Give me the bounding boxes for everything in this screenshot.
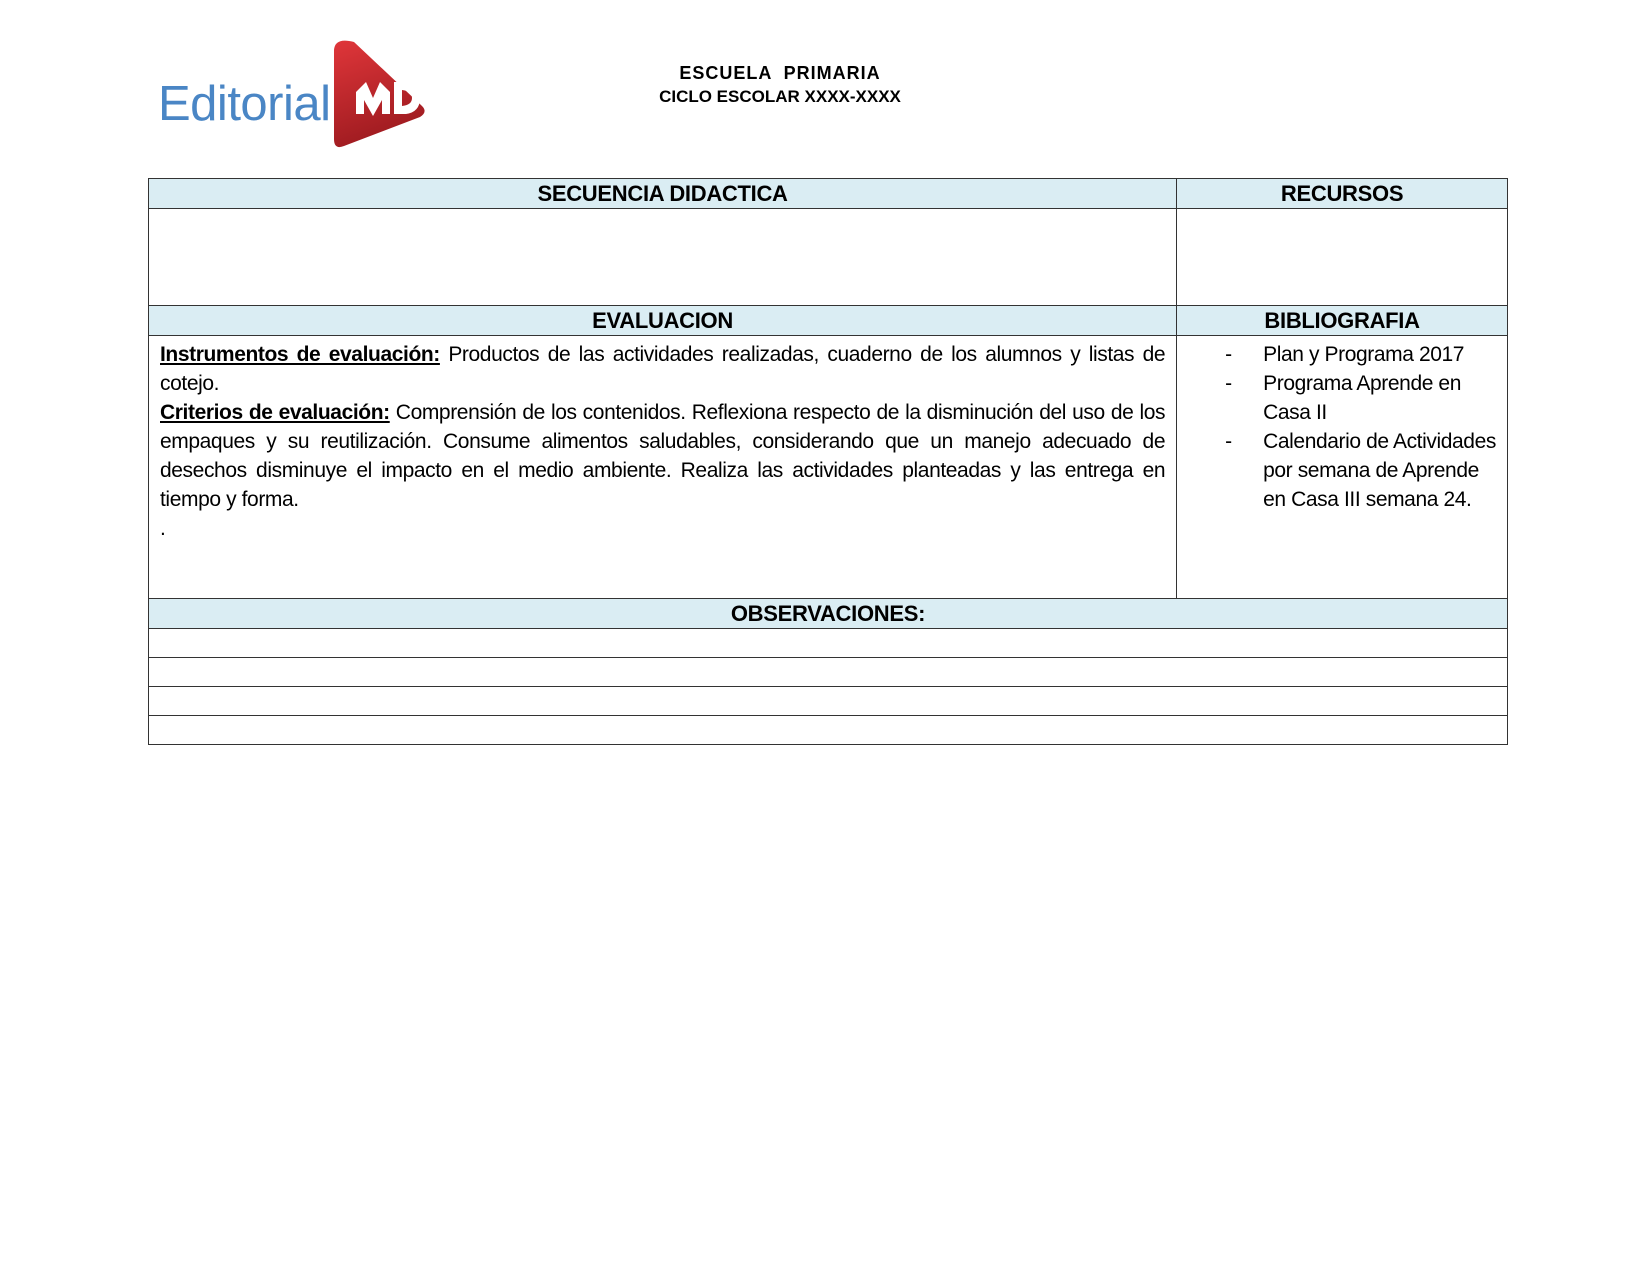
secuencia-didactica-cell[interactable] (149, 209, 1177, 306)
secuencia-didactica-header: SECUENCIA DIDACTICA (149, 179, 1177, 209)
recursos-cell[interactable] (1177, 209, 1508, 306)
bibliografia-item-text: Programa Aprende en Casa II (1263, 372, 1461, 424)
observaciones-row (149, 687, 1508, 716)
bibliografia-header: BIBLIOGRAFIA (1177, 306, 1508, 336)
bibliografia-item (1177, 369, 1497, 427)
observaciones-row (149, 658, 1508, 687)
evaluacion-header-row (149, 306, 1508, 336)
bibliografia-item (1177, 427, 1497, 514)
bullet-dash: - (1225, 430, 1232, 453)
bibliografia-list (1177, 340, 1497, 514)
observaciones-line[interactable] (149, 687, 1508, 716)
evaluacion-header: EVALUACION (149, 306, 1177, 336)
bibliografia-cell (1177, 336, 1508, 599)
school-cycle: CICLO ESCOLAR XXXX-XXXX (659, 87, 901, 106)
instrumentos-lead: Instrumentos de evaluación: (160, 343, 440, 366)
bibliografia-item-text: Calendario de Actividades por semana de Aprende en Casa III semana 24. (1263, 430, 1496, 511)
criterios-lead: Criterios de evaluación: (160, 401, 390, 424)
evaluacion-trailing: . (160, 517, 166, 540)
recursos-header: RECURSOS (1177, 179, 1508, 209)
criterios-text: Comprensión de los contenidos. Reflexiona respecto de la disminución del uso de los empaques y su reutilización. Consume alimentos saludables, considerando que un manejo adecuado de desechos disminuye el impacto en el medio ambiente. Realiza las actividades planteadas y las entrega en tiempo y forma. (160, 401, 1166, 511)
observaciones-header-row (149, 599, 1508, 629)
bullet-dash: - (1225, 372, 1232, 395)
bibliografia-item (1177, 340, 1497, 369)
editorial-md-logo (158, 38, 458, 158)
bullet-dash: - (1225, 343, 1232, 366)
logo-wordmark: Editorial (158, 77, 331, 131)
evaluacion-body-row (149, 336, 1508, 599)
observaciones-row (149, 629, 1508, 658)
observaciones-line[interactable] (149, 716, 1508, 745)
observaciones-line[interactable] (149, 658, 1508, 687)
evaluacion-cell (149, 336, 1177, 599)
lesson-plan-table (148, 178, 1508, 745)
observaciones-row (149, 716, 1508, 745)
bibliografia-item-text: Plan y Programa 2017 (1263, 343, 1465, 366)
observaciones-line[interactable] (149, 629, 1508, 658)
criterios-paragraph (160, 398, 1165, 514)
instrumentos-text: Productos de las actividades realizadas, cuaderno de los alumnos y listas de cotejo. (160, 343, 1166, 395)
secuencia-header-row (149, 179, 1508, 209)
instrumentos-paragraph (160, 340, 1165, 398)
school-name: ESCUELA PRIMARIA (679, 63, 881, 83)
school-header (600, 62, 960, 108)
secuencia-body-row (149, 209, 1508, 306)
observaciones-header: OBSERVACIONES: (149, 599, 1508, 629)
